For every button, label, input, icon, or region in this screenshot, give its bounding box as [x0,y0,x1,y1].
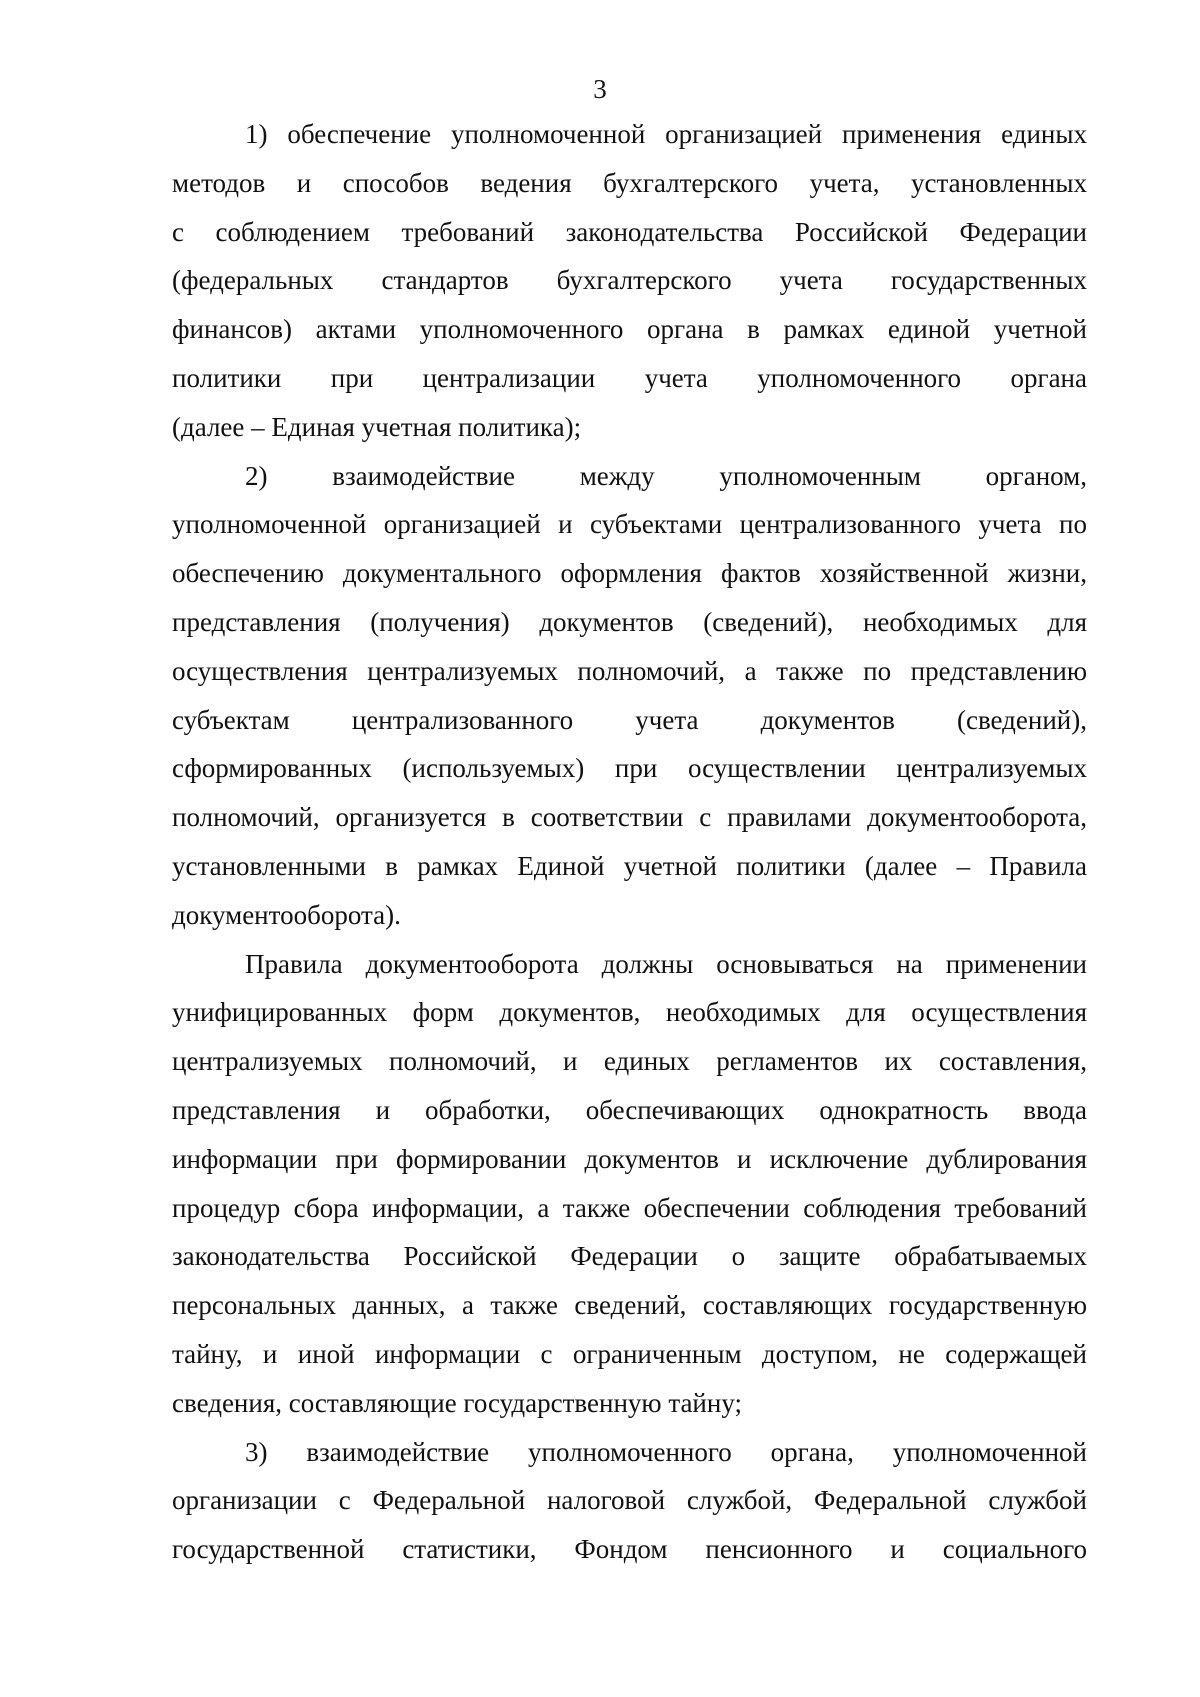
text-line: унифицированных форм документов, необходимых для осуществления [172,997,1087,1028]
text-line: 1) обеспечение уполномоченной организацией применения единых [245,119,1087,149]
text-line: документооборота). [172,899,401,930]
text-line: осуществления централизуемых полномочий, а также по представлению [172,655,1087,686]
paragraph-1 [172,110,1087,452]
text-line: 3) взаимодействие уполномоченного органа, уполномоченной [245,1436,1087,1467]
text-line: финансов) актами уполномоченного органа в рамках единой учетной [172,314,1087,345]
text-line: организации с Федеральной налоговой службой, Федеральной службой [172,1485,1087,1516]
text-line: информации при формировании документов и исключение дублирования [172,1143,1087,1174]
text-line: уполномоченной организацией и субъектами централизованного учета по [172,509,1087,540]
paragraph-4 [172,1428,1087,1574]
page-number: 3 [593,74,607,104]
text-line: Правила документооборота должны основываться на применении [245,948,1087,979]
text-line: установленными в рамках Единой учетной политики (далее – Правила [172,850,1087,881]
text-line: государственной статистики, Фондом пенсионного и социального [172,1534,1087,1565]
text-line: представления и обработки, обеспечивающих однократность ввода [172,1094,1087,1125]
document-body [172,110,1087,1574]
text-line: процедур сбора информации, а также обеспечении соблюдения требований [172,1192,1087,1223]
text-line: централизуемых полномочий, и единых регламентов их составления, [172,1046,1087,1077]
text-line: (федеральных стандартов бухгалтерского учета государственных [172,265,1087,296]
text-line: законодательства Российской Федерации о защите обрабатываемых [172,1241,1087,1272]
text-line: сведения, составляющие государственную тайну; [172,1387,742,1418]
text-line: тайну, и иной информации с ограниченным доступом, не содержащей [172,1338,1087,1369]
paragraph-3 [172,940,1087,1428]
text-line: 2) взаимодействие между уполномоченным органом, [245,460,1087,491]
text-line: персональных данных, а также сведений, составляющих государственную [172,1290,1087,1321]
text-line: представления (получения) документов (сведений), необходимых для [172,606,1087,637]
paragraph-2 [172,452,1087,940]
text-line: политики при централизации учета уполномоченного органа [172,362,1087,393]
text-line: сформированных (используемых) при осуществлении централизуемых [172,753,1087,784]
text-line: методов и способов ведения бухгалтерского учета, установленных [172,167,1087,198]
text-line: субъектам централизованного учета документов (сведений), [172,704,1087,735]
text-line: с соблюдением требований законодательства Российской Федерации [172,216,1087,247]
text-line: полномочий, организуется в соответствии с правилами документооборота, [172,802,1087,833]
text-line: обеспечению документального оформления фактов хозяйственной жизни, [172,558,1087,589]
text-line: (далее – Единая учетная политика); [172,411,582,442]
